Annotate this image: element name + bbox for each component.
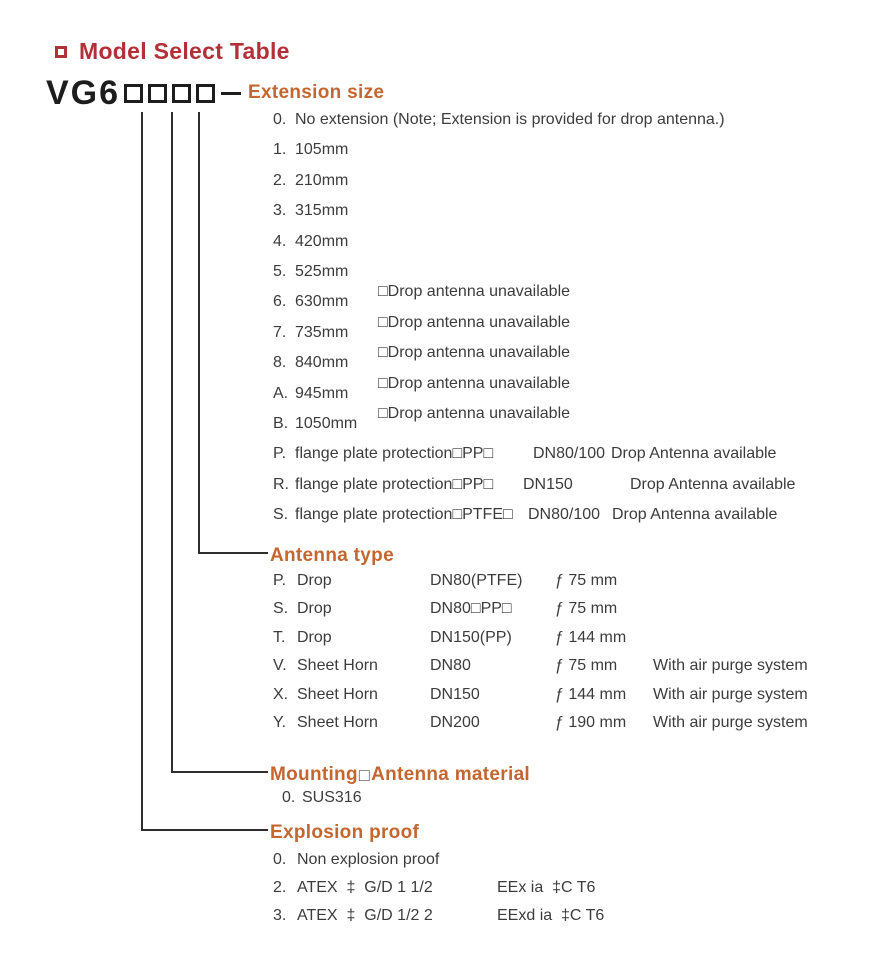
item-label: 630mm <box>295 293 349 310</box>
extension-item <box>273 375 571 403</box>
item-label: 315mm <box>295 202 349 219</box>
item-label: flange plate protection□PP□ <box>295 476 494 493</box>
row-extra: With air purge system <box>653 657 808 674</box>
connector-line-explosion <box>141 112 268 831</box>
item-note: □Drop antenna unavailable <box>378 314 571 331</box>
row-type: Drop <box>297 572 332 589</box>
item-label: 210mm <box>295 172 349 189</box>
row-size: ƒ 144 mm <box>555 629 627 646</box>
item-label: No extension (Note; Extension is provided for drop antenna.) <box>295 111 725 128</box>
page-title <box>55 38 290 65</box>
item-note: □Drop antenna unavailable <box>378 283 571 300</box>
row-dn: DN80□PP□ <box>430 600 512 617</box>
square-glyph: □ <box>358 764 371 785</box>
model-digit-box-2 <box>148 84 167 103</box>
item-code: A. <box>273 385 289 402</box>
item-code: P. <box>273 445 287 462</box>
extension-item <box>273 172 348 190</box>
antenna-row <box>273 600 653 618</box>
model-digit-box-3 <box>172 84 191 103</box>
row-size: ƒ 190 mm <box>555 714 627 731</box>
row-type: Drop <box>297 600 332 617</box>
heading-suffix: Antenna material <box>371 764 531 785</box>
antenna-type-heading: Antenna type <box>270 545 394 566</box>
item-availability: Drop Antenna available <box>612 506 778 523</box>
item-code: S. <box>273 506 289 523</box>
antenna-row <box>273 657 808 675</box>
row-dn: DN150(PP) <box>430 629 512 646</box>
connector-dash <box>221 92 241 95</box>
row-type: Sheet Horn <box>297 657 378 674</box>
item-code: 1. <box>273 141 287 158</box>
extension-item <box>273 476 796 494</box>
item-availability: Drop Antenna available <box>611 445 777 462</box>
row-type: Sheet Horn <box>297 714 378 731</box>
mounting-item <box>282 789 362 807</box>
item-code: 0. <box>273 851 287 868</box>
antenna-row <box>273 714 808 732</box>
row-code: S. <box>273 600 289 617</box>
item-label: ATEX ‡ G/D 1/2 2 <box>297 907 433 924</box>
item-code: 2. <box>273 879 287 896</box>
row-type: Drop <box>297 629 332 646</box>
row-dn: DN200 <box>430 714 480 731</box>
row-code: P. <box>273 572 287 589</box>
item-availability: Drop Antenna available <box>630 476 796 493</box>
item-label: flange plate protection□PTFE□ <box>295 506 513 523</box>
extension-item <box>273 344 571 372</box>
row-dn: DN80 <box>430 657 471 674</box>
item-code: 5. <box>273 263 287 280</box>
item-note: □Drop antenna unavailable <box>378 344 571 361</box>
item-label: 420mm <box>295 233 349 250</box>
model-prefix: VG6 <box>46 74 121 112</box>
row-code: V. <box>273 657 287 674</box>
extension-item <box>273 314 571 342</box>
extension-item <box>273 506 778 524</box>
explosion-proof-heading: Explosion proof <box>270 822 420 843</box>
item-code: 2. <box>273 172 287 189</box>
item-label: 1050mm <box>295 415 358 432</box>
item-label: 735mm <box>295 324 349 341</box>
item-label: 105mm <box>295 141 349 158</box>
antenna-row <box>273 572 653 590</box>
row-dn: DN80(PTFE) <box>430 572 523 589</box>
row-extra: With air purge system <box>653 686 808 703</box>
item-code: 6. <box>273 293 287 310</box>
item-label: flange plate protection□PP□ <box>295 445 494 462</box>
item-cert: EEx ia ‡C T6 <box>497 879 596 896</box>
antenna-row <box>273 629 653 647</box>
row-code: Y. <box>273 714 287 731</box>
row-dn: DN150 <box>430 686 480 703</box>
item-dn: DN80/100 <box>528 506 601 523</box>
item-label: Non explosion proof <box>297 851 440 868</box>
item-label: 840mm <box>295 354 349 371</box>
mounting-material-heading <box>270 764 530 786</box>
item-label: 945mm <box>295 385 349 402</box>
item-code: 7. <box>273 324 287 341</box>
row-code: T. <box>273 629 286 646</box>
section-square-icon <box>55 46 67 58</box>
antenna-row <box>273 686 808 704</box>
item-code: R. <box>273 476 289 493</box>
model-code-row <box>46 76 384 110</box>
row-size: ƒ 75 mm <box>555 600 618 617</box>
extension-item <box>273 405 571 433</box>
item-dn: DN150 <box>523 476 573 493</box>
item-code: B. <box>273 415 289 432</box>
extension-size-heading: Extension size <box>248 82 385 103</box>
item-code: 8. <box>273 354 287 371</box>
extension-item <box>273 263 348 281</box>
extension-item <box>273 233 348 251</box>
row-size: ƒ 75 mm <box>555 572 618 589</box>
item-dn: DN80/100 <box>533 445 606 462</box>
extension-item <box>273 111 725 129</box>
row-size: ƒ 144 mm <box>555 686 627 703</box>
item-cert: EExd ia ‡C T6 <box>497 907 605 924</box>
page-title-text: Model Select Table <box>79 38 290 64</box>
explosion-item <box>273 907 604 925</box>
item-label: SUS316 <box>302 789 362 806</box>
extension-item <box>273 141 348 159</box>
extension-item <box>273 283 571 311</box>
explosion-item <box>273 851 497 869</box>
item-code: 0. <box>273 111 287 128</box>
model-digit-box-4 <box>196 84 215 103</box>
heading-prefix: Mounting <box>270 764 358 785</box>
item-code: 0. <box>282 789 296 806</box>
extension-item <box>273 202 348 220</box>
row-extra: With air purge system <box>653 714 808 731</box>
item-note: □Drop antenna unavailable <box>378 375 571 392</box>
item-label: ATEX ‡ G/D 1 1/2 <box>297 879 433 896</box>
item-code: 4. <box>273 233 287 250</box>
row-size: ƒ 75 mm <box>555 657 618 674</box>
item-code: 3. <box>273 907 287 924</box>
item-label: 525mm <box>295 263 349 280</box>
item-note: □Drop antenna unavailable <box>378 405 571 422</box>
explosion-item <box>273 879 595 897</box>
item-code: 3. <box>273 202 287 219</box>
extension-item <box>273 445 777 463</box>
row-type: Sheet Horn <box>297 686 378 703</box>
row-code: X. <box>273 686 289 703</box>
model-digit-box-1 <box>124 84 143 103</box>
